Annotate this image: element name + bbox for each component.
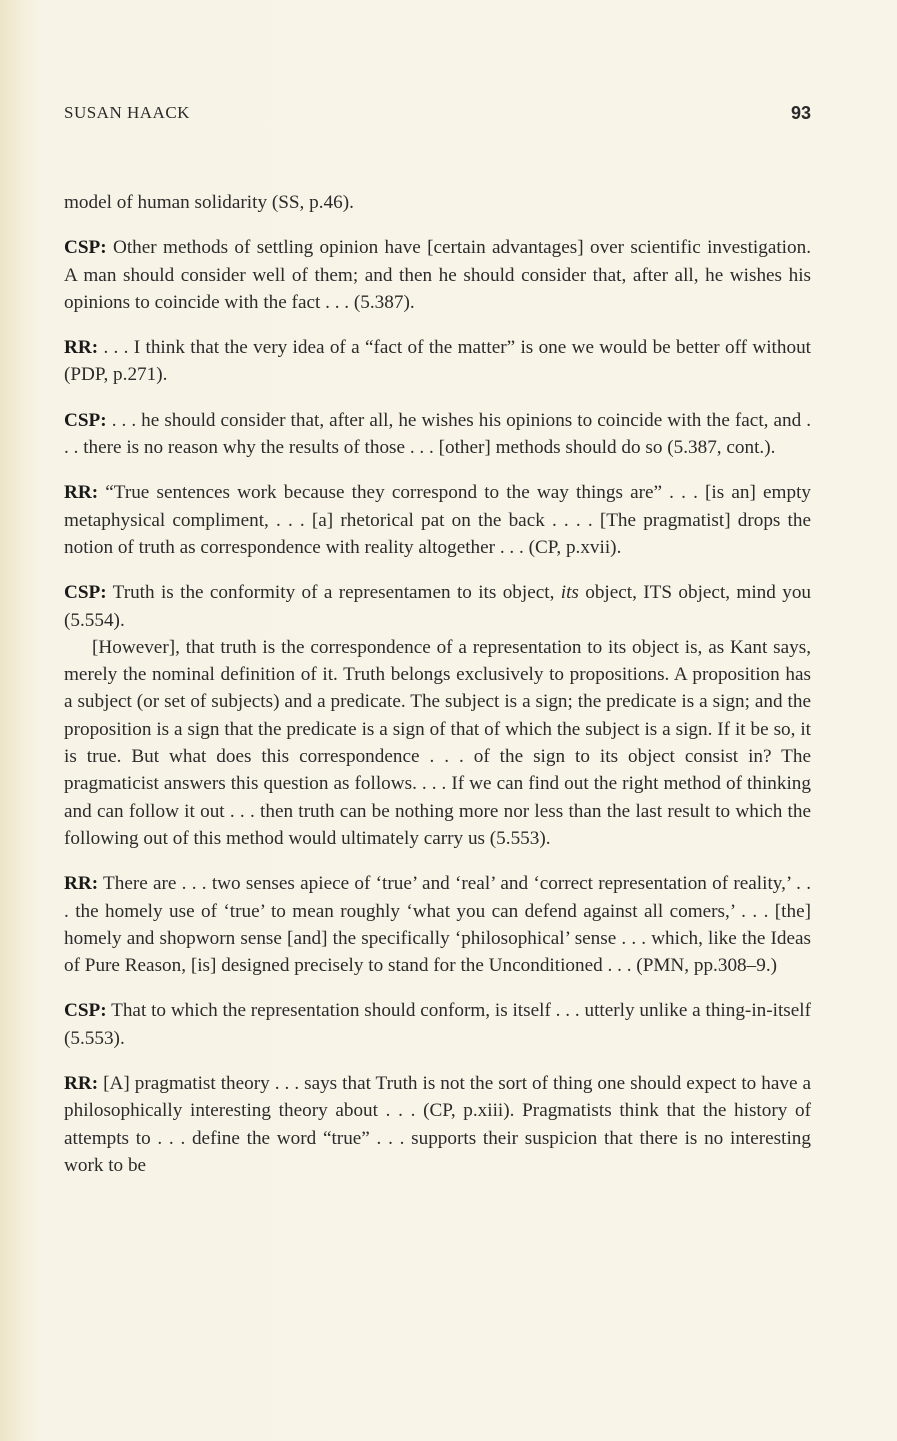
speaker-label: CSP: [64,582,107,604]
paragraph [64,579,811,634]
paragraph [64,334,811,389]
italic-emphasis: its [560,582,579,604]
speaker-label: RR: [64,873,99,895]
paragraph [64,870,811,979]
paragraph-text: “True sentences work because they correspond to the way things are” . . . [is an] empty metaphysical compliment, . . . [a] rhetorical pat on the back . . . . [The pragmatist] drops the notion of truth as correspondence with reality altogether . . . (CP, p.xvii). [64,482,811,558]
paragraph-text: There are . . . two senses apiece of ‘true’ and ‘real’ and ‘correct representation of reality,’ . . . the homely use of ‘true’ to mean roughly ‘what you can defend against all comers,’ . . . [the] homely and shopworn sense [and] the specifically ‘philosophical’ sense . . . which, like the Ideas of Pure Reason, [is] designed precisely to stand for the Unconditioned . . . (PMN, pp.308–9.) [64,873,811,977]
speaker-label: RR: [64,1073,99,1095]
paragraph-text: Truth is the conformity of a representamen to its object, [112,582,561,604]
paragraph-text: [However], that truth is the correspondence of a representation to its object is, as Kant says, merely the nominal definition of it. Truth belongs exclusively to propositions. A proposition has a subject (or set of subjects) and a predicate. The subject is a sign; the predicate is a sign; and the proposition is a sign that the predicate is a sign of that of which the subject is a sign. If it be so, it is true. But what does this correspondence . . . of the sign to its object consist in? The pragmaticist answers this question as follows. . . . If we can find out the right method of thinking and can follow it out . . . then truth can be nothing more nor less than the last result to which the following out of this method would ultimately carry us (5.553). [64,636,811,849]
speaker-label: CSP: [64,237,107,259]
paragraph-text: model of human solidarity (SS, p.46). [64,192,354,213]
paragraph [64,234,811,316]
paragraph [64,189,811,216]
paragraph [64,407,811,462]
speaker-label: CSP: [64,1000,107,1022]
page-number: 93 [790,103,811,123]
paragraph [64,997,811,1052]
speaker-label: CSP: [64,409,107,431]
paragraph-text: . . . I think that the very idea of a “fact of the matter” is one we would be better off without (PDP, p.271). [64,337,811,386]
paragraph [64,1070,811,1179]
paragraph-text: Other methods of settling opinion have [certain advantages] over scientific investigation. A man should consider well of them; and then he should consider that, after all, he wishes his opinions to coincide with the fact . . . (5.387). [64,237,811,313]
paragraph-text: . . . he should consider that, after all, he wishes his opinions to coincide with the fact, and . . . there is no reason why the results of those . . . [other] methods should do so (5.387, cont.). [64,409,812,459]
paragraph-text: That to which the representation should conform, is itself . . . utterly unlike a thing-in-itself (5.553). [64,1000,811,1049]
paragraph-text: [A] pragmatist theory . . . says that Truth is not the sort of thing one should expect to have a philosophically interesting theory about . . . (CP, p.xiii). Pragmatists think that the history of attempts to . . . define the word “true” . . . supports their suspicion that there is no interesting work to be [64,1073,811,1176]
paragraph-text: object, ITS object, mind you (5.554). [64,582,812,631]
body-text [64,189,811,1197]
speaker-label: RR: [64,482,99,504]
paragraph-continuation [64,634,811,852]
running-head-author: SUSAN HAACK [64,103,190,122]
running-head [64,103,811,129]
paragraph [64,479,811,561]
speaker-label: RR: [64,337,99,359]
